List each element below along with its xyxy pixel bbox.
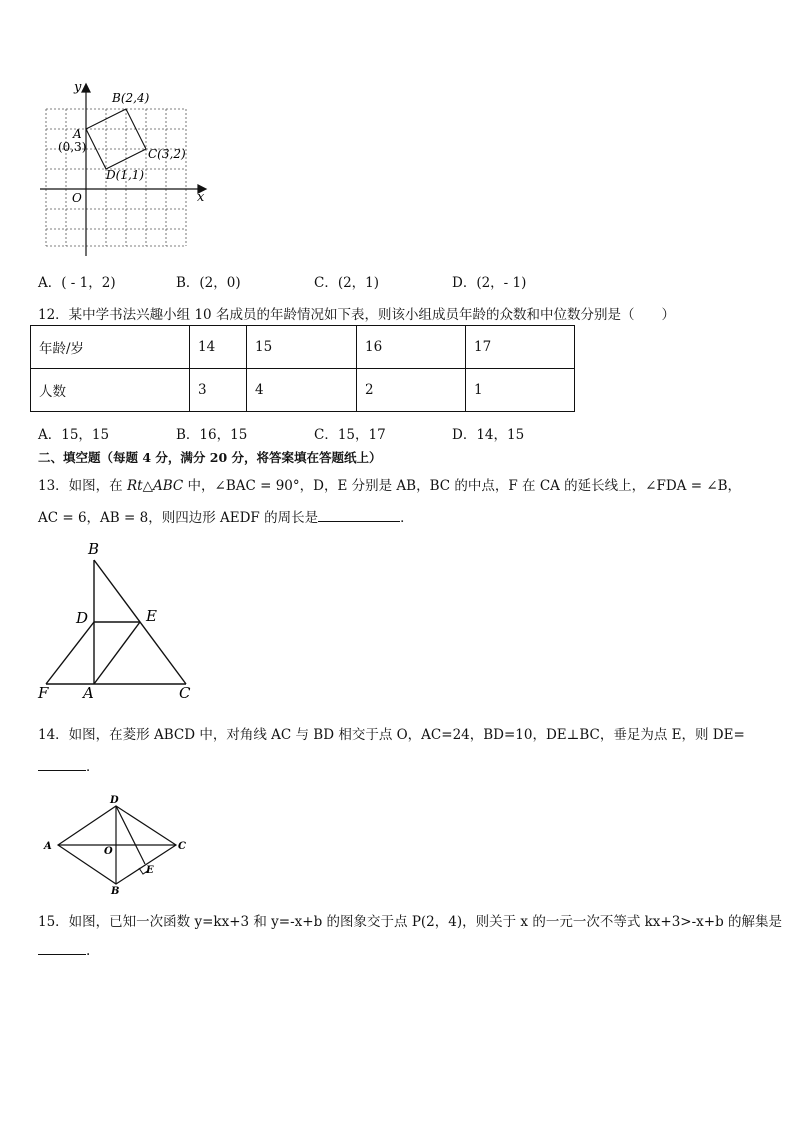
q15-line-1: 15．如图，已知一次函数 y=kx+3 和 y=-x+b 的图象交于点 P(2，4)，则关于 x 的一元一次不等式 kx+3>-x+b 的解集是 (38, 914, 783, 930)
table-cell: 4 (247, 369, 357, 412)
q11-point-a-letter: A (73, 127, 82, 141)
q15-text-end: . (86, 943, 91, 959)
section-heading: 二、填空题（每题 4 分，满分 20 分，将答案填在答题纸上） (38, 450, 382, 465)
q15-line-2 (38, 942, 90, 959)
q14-line-1: 14．如图，在菱形 ABCD 中，对角线 AC 与 BD 相交于点 O，AC=24，BD=10，DE⊥BC，垂足为点 E，则 DE= (38, 727, 745, 743)
q13-triangle-figure (36, 538, 196, 702)
q13-text-d: AC = 6，AB = 8，则四边形 AEDF 的周长是 (38, 510, 319, 526)
q11-option-a: A．( - 1，2) (38, 275, 116, 291)
q11-point-c-label: C(3,2) (148, 147, 186, 161)
q13-line-2 (38, 506, 414, 526)
q11-square-abcd (86, 109, 146, 169)
q12-age-table (30, 325, 575, 412)
q14-answer-blank[interactable] (38, 758, 86, 771)
q13-text-c: 中，∠BAC = 90°，D，E 分别是 AB，BC 的中点，F 在 CA 的延长线上，∠FDA = ∠B， (183, 478, 742, 494)
q12-option-a: A．15，15 (38, 427, 110, 443)
table-header-cell: 年龄/岁 (31, 326, 190, 369)
q13-point-a-label: A (83, 684, 94, 702)
table-cell: 1 (466, 369, 575, 412)
q13-point-c-label: C (179, 684, 191, 702)
q13-text-a: 13．如图，在 (38, 478, 127, 494)
q12-option-c: C．15，17 (314, 427, 386, 443)
q14-point-d-label: D (110, 795, 119, 806)
q13-point-f-label: F (38, 684, 49, 702)
q11-option-d: D．(2，- 1) (452, 275, 527, 291)
q11-option-c: C．(2，1) (314, 275, 380, 291)
q13-point-b-label: B (88, 540, 100, 558)
q14-point-c-label: C (178, 841, 186, 852)
q11-point-b-label: B(2,4) (112, 91, 150, 105)
q13-line-1 (38, 474, 741, 494)
q14-point-e-label: E (146, 865, 154, 876)
q13-point-e-label: E (146, 607, 157, 625)
q12-option-d: D．14，15 (452, 427, 525, 443)
table-row (31, 369, 575, 412)
q11-axis-y-label: y (74, 80, 82, 95)
q12-stem: 12．某中学书法兴趣小组 10 名成员的年龄情况如下表，则该小组成员年龄的众数和中位数分别是（ ） (38, 307, 675, 323)
table-cell: 2 (357, 369, 466, 412)
q14-rhombus-figure (36, 790, 196, 896)
q15-answer-blank[interactable] (38, 942, 86, 955)
q11-point-d-label: D(1,1) (106, 168, 145, 182)
table-cell: 3 (190, 369, 247, 412)
table-cell: 15 (247, 326, 357, 369)
q11-axis-x-label: x (197, 190, 205, 205)
q13-text-end: ． (400, 510, 414, 526)
table-cell: 17 (466, 326, 575, 369)
table-header-cell: 人数 (31, 369, 190, 412)
q14-point-b-label: B (111, 886, 120, 896)
table-cell: 14 (190, 326, 247, 369)
q14-line-2 (38, 755, 100, 775)
table-cell: 16 (357, 326, 466, 369)
q13-text-b: Rt△ABC (126, 478, 184, 494)
q11-coordinate-figure (36, 78, 216, 258)
q12-option-b: B．16，15 (176, 427, 248, 443)
q13-answer-blank[interactable] (318, 509, 400, 522)
q11-origin-label: O (72, 191, 82, 205)
q13-point-d-label: D (76, 609, 89, 627)
q14-point-a-label: A (44, 841, 52, 852)
q11-point-a-coord: (0,3) (58, 140, 87, 154)
q14-point-o-label: O (104, 846, 113, 857)
table-row (31, 326, 575, 369)
q14-text-end: ． (86, 759, 100, 775)
q11-option-b: B．(2，0) (176, 275, 241, 291)
